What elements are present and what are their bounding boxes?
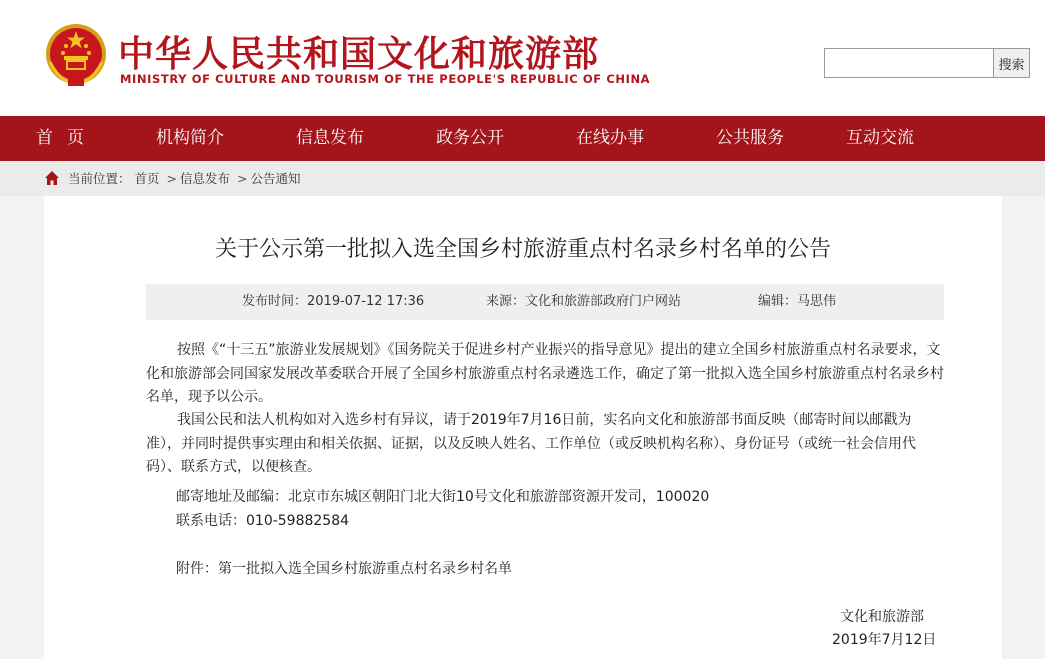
publish-time: 发布时间：2019-07-12 17:36 bbox=[242, 294, 425, 309]
home-icon bbox=[44, 170, 60, 186]
nav-item-public-services[interactable]: 公共服务 bbox=[716, 128, 784, 148]
breadcrumb-label: 当前位置： bbox=[68, 171, 131, 186]
nav-item-interaction[interactable]: 互动交流 bbox=[846, 128, 914, 148]
contact-phone: 联系电话：010-59882584 bbox=[176, 513, 350, 529]
national-emblem-icon[interactable] bbox=[44, 22, 108, 88]
breadcrumb-item-home[interactable]: 首页 bbox=[134, 171, 160, 186]
search-input[interactable] bbox=[824, 48, 994, 78]
page-gutter-left bbox=[0, 196, 44, 659]
article-source: 来源：文化和旅游部政府门户网站 bbox=[486, 294, 682, 309]
nav-item-about[interactable]: 机构简介 bbox=[156, 128, 224, 148]
breadcrumb bbox=[68, 161, 300, 196]
site-header bbox=[0, 0, 1045, 116]
article-paragraph: 按照《“十三五”旅游业发展规划》《国务院关于促进乡村产业振兴的指导意见》提出的建立全国乡村旅游重点村名录要求，文化和旅游部会同国家发展改革委联合开展了全国乡村旅游重点村名录遴选工作，确定了第一批拟入选全国乡村旅游重点村名录乡村名单，现予以公示。 bbox=[146, 342, 944, 405]
nav-item-government-affairs[interactable]: 政务公开 bbox=[436, 128, 504, 148]
article-meta bbox=[146, 284, 944, 320]
attachment-link[interactable]: 附件：第一批拟入选全国乡村旅游重点村名录乡村名单 bbox=[176, 561, 512, 577]
site-title-en[interactable]: MINISTRY OF CULTURE AND TOURISM OF THE PEOPLE'S REPUBLIC OF CHINA bbox=[120, 72, 651, 86]
main-nav bbox=[0, 116, 1045, 161]
search-button[interactable]: 搜索 bbox=[993, 48, 1030, 78]
nav-item-online-services[interactable]: 在线办事 bbox=[576, 128, 644, 148]
nav-item-home[interactable]: 首页 bbox=[36, 128, 98, 148]
signature-org: 文化和旅游部 bbox=[840, 609, 924, 625]
breadcrumb-separator: > bbox=[166, 171, 177, 186]
page-gutter-right bbox=[1002, 196, 1045, 659]
mailing-address: 邮寄地址及邮编：北京市东城区朝阳门北大街10号文化和旅游部资源开发司，100020 bbox=[176, 489, 710, 505]
site-title-cn[interactable]: 中华人民共和国文化和旅游部 bbox=[118, 34, 600, 75]
nav-item-news[interactable]: 信息发布 bbox=[296, 128, 364, 148]
breadcrumb-item-notices[interactable]: 公告通知 bbox=[250, 171, 301, 186]
breadcrumb-item-news[interactable]: 信息发布 bbox=[179, 171, 230, 186]
article-editor: 编辑：马思伟 bbox=[758, 294, 837, 309]
article-title: 关于公示第一批拟入选全国乡村旅游重点村名录乡村名单的公告 bbox=[214, 237, 831, 262]
article-paragraph: 我国公民和法人机构如对入选乡村有异议，请于2019年7月16日前，实名向文化和旅游部书面反映（邮寄时间以邮戳为准），并同时提供事实理由和相关依据、证据，以及反映人姓名、工作单位（或反映机构名称）、身份证号（或统一社会信用代码）、联系方式，以便核查。 bbox=[146, 412, 916, 475]
signature-date: 2019年7月12日 bbox=[832, 632, 937, 648]
breadcrumb-separator: > bbox=[236, 171, 248, 186]
